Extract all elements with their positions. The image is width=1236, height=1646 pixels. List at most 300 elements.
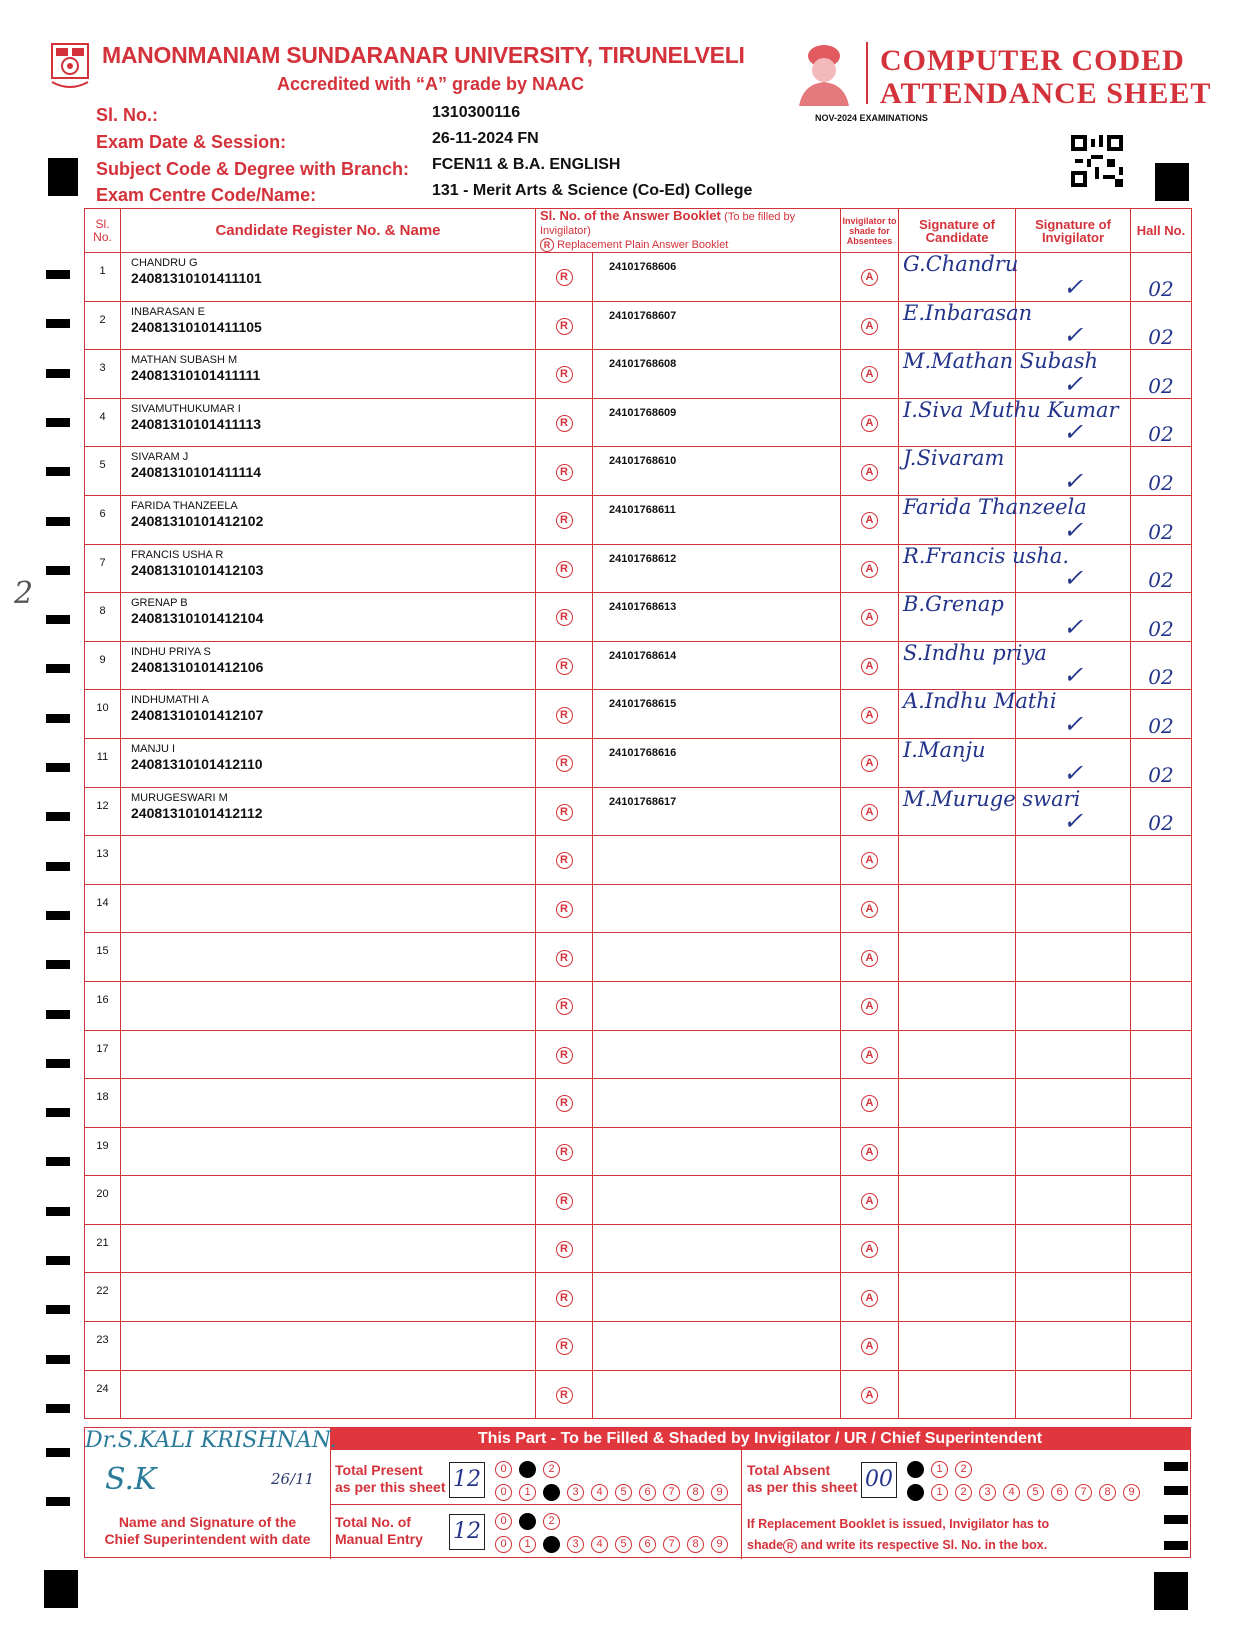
booklet-no[interactable]: 24101768606 bbox=[593, 253, 841, 302]
row-sl: 15 bbox=[85, 933, 121, 982]
row-sl: 7 bbox=[85, 544, 121, 593]
timing-tick bbox=[46, 763, 70, 772]
candidate-name: CHANDRU G bbox=[131, 257, 198, 269]
replacement-bubble[interactable]: R bbox=[556, 950, 573, 967]
digit-bubble[interactable]: 3 bbox=[567, 1536, 584, 1553]
hall-no: 02 bbox=[1131, 253, 1192, 302]
table-row bbox=[85, 690, 1192, 739]
absent-cell[interactable] bbox=[841, 1079, 899, 1128]
title-divider bbox=[866, 42, 868, 104]
candidate-signature: G.Chandru bbox=[899, 253, 1016, 302]
timing-tick bbox=[46, 1355, 70, 1364]
candidate-cell bbox=[121, 836, 536, 885]
absent-bubble[interactable]: A bbox=[861, 1338, 878, 1355]
absent-bubble[interactable]: A bbox=[861, 852, 878, 869]
candidate-signature: M.Mathan Subash bbox=[899, 350, 1016, 399]
timing-mark bbox=[48, 158, 78, 196]
booklet-no[interactable] bbox=[593, 884, 841, 933]
digit-bubble[interactable]: 3 bbox=[979, 1484, 996, 1501]
booklet-no[interactable]: 24101768616 bbox=[593, 738, 841, 787]
hall-no bbox=[1131, 933, 1192, 982]
digit-bubble[interactable]: 7 bbox=[663, 1484, 680, 1501]
digit-bubble[interactable]: 9 bbox=[711, 1536, 728, 1553]
digit-bubble[interactable]: 7 bbox=[663, 1536, 680, 1553]
absent-count-box[interactable]: 00 bbox=[861, 1462, 897, 1498]
invigilator-signature bbox=[1016, 1322, 1131, 1371]
digit-bubble[interactable]: 5 bbox=[615, 1536, 632, 1553]
digit-bubble[interactable]: 1 bbox=[519, 1461, 536, 1478]
chief-name-handwritten: Dr.S.KALI KRISHNAN. bbox=[85, 1428, 337, 1453]
timing-tick bbox=[46, 270, 70, 279]
absent-bubble[interactable]: A bbox=[861, 1290, 878, 1307]
digit-bubble[interactable]: 6 bbox=[639, 1536, 656, 1553]
replacement-cell[interactable] bbox=[536, 495, 593, 544]
row-sl: 8 bbox=[85, 593, 121, 642]
table-row bbox=[85, 836, 1192, 885]
replacement-cell[interactable] bbox=[536, 350, 593, 399]
replacement-bubble[interactable]: R bbox=[556, 464, 573, 481]
invigilator-signature: ✓ bbox=[1016, 593, 1131, 642]
absent-bubble[interactable]: A bbox=[861, 998, 878, 1015]
absent-bubble[interactable]: A bbox=[861, 755, 878, 772]
digit-bubble[interactable]: 2 bbox=[543, 1484, 560, 1501]
candidate-name: INDHUMATHI A bbox=[131, 694, 210, 707]
candidate-signature: E.Inbarasan bbox=[899, 301, 1016, 350]
replacement-bubble[interactable]: R bbox=[556, 804, 573, 821]
invigilator-signature bbox=[1016, 933, 1131, 982]
absent-cell[interactable] bbox=[841, 787, 899, 836]
candidate-cell bbox=[121, 690, 536, 739]
digit-bubble[interactable]: 8 bbox=[687, 1536, 704, 1553]
digit-bubble[interactable]: 0 bbox=[495, 1484, 512, 1501]
digit-bubble[interactable]: 0 bbox=[495, 1513, 512, 1530]
replacement-cell[interactable] bbox=[536, 738, 593, 787]
candidate-cell bbox=[121, 398, 536, 447]
replacement-bubble[interactable]: R bbox=[556, 1387, 573, 1404]
hall-no: 02 bbox=[1131, 447, 1192, 496]
absent-bubble[interactable]: A bbox=[861, 318, 878, 335]
row-sl: 10 bbox=[85, 690, 121, 739]
booklet-no[interactable]: 24101768610 bbox=[593, 447, 841, 496]
replacement-cell[interactable] bbox=[536, 447, 593, 496]
hall-no bbox=[1131, 884, 1192, 933]
replacement-bubble[interactable]: R bbox=[556, 1338, 573, 1355]
present-tens-bubbles[interactable] bbox=[495, 1459, 567, 1478]
absent-cell[interactable] bbox=[841, 350, 899, 399]
replacement-cell[interactable] bbox=[536, 1224, 593, 1273]
manual-units-bubbles[interactable] bbox=[495, 1534, 735, 1553]
row-sl: 19 bbox=[85, 1127, 121, 1176]
booklet-no[interactable] bbox=[593, 1273, 841, 1322]
candidate-signature bbox=[899, 1127, 1016, 1176]
table-row bbox=[85, 398, 1192, 447]
digit-bubble[interactable]: 1 bbox=[519, 1513, 536, 1530]
invigilator-signature: ✓ bbox=[1016, 253, 1131, 302]
timing-tick bbox=[46, 911, 70, 920]
col-candidate-label: Candidate Register No. & Name bbox=[215, 222, 441, 239]
booklet-no[interactable]: 24101768612 bbox=[593, 544, 841, 593]
booklet-no[interactable] bbox=[593, 836, 841, 885]
replacement-bubble[interactable]: R bbox=[556, 512, 573, 529]
digit-bubble[interactable]: 3 bbox=[567, 1484, 584, 1501]
timing-tick bbox=[46, 812, 70, 821]
absent-cell[interactable] bbox=[841, 447, 899, 496]
booklet-no[interactable]: 24101768611 bbox=[593, 495, 841, 544]
replacement-bubble[interactable]: R bbox=[556, 658, 573, 675]
absent-bubble[interactable]: A bbox=[861, 1047, 878, 1064]
table-row bbox=[85, 1079, 1192, 1128]
sl-no-value: 1310300116 bbox=[432, 104, 521, 121]
row-sl: 13 bbox=[85, 836, 121, 885]
attendance-table bbox=[84, 208, 1192, 1419]
digit-bubble[interactable]: 2 bbox=[543, 1461, 560, 1478]
digit-bubble[interactable]: 2 bbox=[955, 1484, 972, 1501]
replacement-bubble[interactable]: R bbox=[556, 998, 573, 1015]
candidate-signature: Farida Thanzeela bbox=[899, 495, 1016, 544]
register-no: 24081310101412103 bbox=[131, 561, 264, 578]
booklet-no[interactable] bbox=[593, 1127, 841, 1176]
absent-cell[interactable] bbox=[841, 1127, 899, 1176]
digit-bubble[interactable]: 4 bbox=[1003, 1484, 1020, 1501]
replacement-bubble[interactable]: R bbox=[556, 1241, 573, 1258]
digit-bubble[interactable]: 1 bbox=[519, 1484, 536, 1501]
booklet-no[interactable] bbox=[593, 1224, 841, 1273]
replacement-bubble[interactable]: R bbox=[556, 366, 573, 383]
hall-no: 02 bbox=[1131, 398, 1192, 447]
candidate-cell bbox=[121, 933, 536, 982]
absent-cell[interactable] bbox=[841, 738, 899, 787]
absent-bubble[interactable]: A bbox=[861, 415, 878, 432]
candidate-cell bbox=[121, 738, 536, 787]
invigilator-signature bbox=[1016, 1273, 1131, 1322]
replacement-bubble[interactable]: R bbox=[556, 1144, 573, 1161]
sheet-title-line-2: ATTENDANCE SHEET bbox=[880, 77, 1212, 110]
register-no: 24081310101412112 bbox=[131, 804, 263, 821]
absent-bubble[interactable]: A bbox=[861, 901, 878, 918]
absent-cell[interactable] bbox=[841, 253, 899, 302]
booklet-no[interactable]: 24101768609 bbox=[593, 398, 841, 447]
absent-bubble[interactable]: A bbox=[861, 1387, 878, 1404]
digit-bubble[interactable]: 1 bbox=[931, 1484, 948, 1501]
manual-label-line-1: Total No. of bbox=[335, 1514, 411, 1530]
candidate-cell bbox=[121, 495, 536, 544]
row-sl: 21 bbox=[85, 1224, 121, 1273]
absent-units-bubbles[interactable] bbox=[907, 1482, 1147, 1501]
digit-bubble[interactable]: 6 bbox=[639, 1484, 656, 1501]
digit-bubble[interactable]: 5 bbox=[1027, 1484, 1044, 1501]
digit-bubble[interactable]: 2 bbox=[543, 1513, 560, 1530]
absent-cell[interactable] bbox=[841, 836, 899, 885]
university-name: MANONMANIAM SUNDARANAR UNIVERSITY, TIRUNELVELI bbox=[102, 42, 745, 68]
booklet-no[interactable] bbox=[593, 933, 841, 982]
manual-label bbox=[335, 1514, 423, 1548]
replacement-cell[interactable] bbox=[536, 1370, 593, 1419]
candidate-cell bbox=[121, 301, 536, 350]
booklet-no[interactable]: 24101768613 bbox=[593, 593, 841, 642]
row-sl: 11 bbox=[85, 738, 121, 787]
timing-tick bbox=[46, 517, 70, 526]
register-no: 24081310101411105 bbox=[131, 318, 262, 335]
digit-bubble[interactable]: 2 bbox=[955, 1461, 972, 1478]
booklet-no[interactable]: 24101768607 bbox=[593, 301, 841, 350]
invigilator-signature: ✓ bbox=[1016, 398, 1131, 447]
invigilator-signature: ✓ bbox=[1016, 495, 1131, 544]
replacement-note-shade: shade bbox=[747, 1538, 784, 1552]
absent-cell[interactable] bbox=[841, 933, 899, 982]
replacement-bubble[interactable]: R bbox=[556, 755, 573, 772]
register-no: 24081310101412107 bbox=[131, 707, 264, 724]
table-row bbox=[85, 350, 1192, 399]
invigilator-signature: ✓ bbox=[1016, 301, 1131, 350]
replacement-cell[interactable] bbox=[536, 301, 593, 350]
replacement-cell[interactable] bbox=[536, 1322, 593, 1371]
row-sl: 22 bbox=[85, 1273, 121, 1322]
booklet-no[interactable] bbox=[593, 1030, 841, 1079]
row-sl: 1 bbox=[85, 253, 121, 302]
candidate-cell bbox=[121, 1079, 536, 1128]
replacement-note-line-2: and write its respective Sl. No. in the box. bbox=[800, 1538, 1048, 1552]
digit-bubble[interactable]: 4 bbox=[591, 1536, 608, 1553]
replacement-mark-icon: R bbox=[540, 238, 554, 252]
candidate-name: MURUGESWARI M bbox=[131, 791, 228, 804]
candidate-signature: S.Indhu priya bbox=[899, 641, 1016, 690]
invigilator-signature: ✓ bbox=[1016, 544, 1131, 593]
col-hall: Hall No. bbox=[1131, 209, 1192, 253]
sheet-title-line-1: COMPUTER CODED bbox=[880, 44, 1185, 77]
hall-no: 02 bbox=[1131, 495, 1192, 544]
absent-cell[interactable] bbox=[841, 495, 899, 544]
absent-bubble[interactable]: A bbox=[861, 1193, 878, 1210]
table-row bbox=[85, 933, 1192, 982]
absent-bubble[interactable]: A bbox=[861, 561, 878, 578]
replacement-cell[interactable] bbox=[536, 1127, 593, 1176]
manual-tens-bubbles[interactable] bbox=[495, 1511, 567, 1530]
row-sl: 20 bbox=[85, 1176, 121, 1225]
candidate-name: FARIDA THANZEELA bbox=[131, 499, 238, 512]
replacement-bubble[interactable]: R bbox=[556, 609, 573, 626]
booklet-no[interactable]: 24101768615 bbox=[593, 690, 841, 739]
timing-tick bbox=[46, 1497, 70, 1506]
absent-cell[interactable] bbox=[841, 301, 899, 350]
replacement-cell[interactable] bbox=[536, 690, 593, 739]
timing-tick bbox=[46, 1448, 70, 1457]
replacement-cell[interactable] bbox=[536, 981, 593, 1030]
digit-bubble[interactable]: 4 bbox=[591, 1484, 608, 1501]
absent-bubble[interactable]: A bbox=[861, 1241, 878, 1258]
candidate-cell bbox=[121, 544, 536, 593]
replacement-bubble[interactable]: R bbox=[556, 561, 573, 578]
replacement-cell[interactable] bbox=[536, 787, 593, 836]
booklet-no[interactable] bbox=[593, 1322, 841, 1371]
booklet-no[interactable]: 24101768614 bbox=[593, 641, 841, 690]
invigilator-signature: ✓ bbox=[1016, 738, 1131, 787]
replacement-bubble[interactable]: R bbox=[556, 852, 573, 869]
hall-no bbox=[1131, 1127, 1192, 1176]
absent-bubble[interactable]: A bbox=[861, 707, 878, 724]
digit-bubble[interactable]: 9 bbox=[711, 1484, 728, 1501]
table-row bbox=[85, 884, 1192, 933]
absent-bubble[interactable]: A bbox=[861, 366, 878, 383]
table-row bbox=[85, 738, 1192, 787]
timing-tick bbox=[46, 714, 70, 723]
invigilator-signature: ✓ bbox=[1016, 787, 1131, 836]
table-row bbox=[85, 787, 1192, 836]
sheet-title bbox=[880, 44, 1211, 110]
replacement-bubble[interactable]: R bbox=[556, 318, 573, 335]
absent-cell[interactable] bbox=[841, 884, 899, 933]
absent-bubble[interactable]: A bbox=[861, 804, 878, 821]
digit-bubble[interactable]: 0 bbox=[907, 1461, 924, 1478]
replacement-cell[interactable] bbox=[536, 253, 593, 302]
absent-cell[interactable] bbox=[841, 1176, 899, 1225]
absent-cell[interactable] bbox=[841, 981, 899, 1030]
row-sl: 6 bbox=[85, 495, 121, 544]
absent-bubble[interactable]: A bbox=[861, 950, 878, 967]
timing-tick bbox=[46, 566, 70, 575]
booklet-no[interactable] bbox=[593, 1079, 841, 1128]
row-sl: 4 bbox=[85, 398, 121, 447]
summary-band: This Part - To be Filled & Shaded by Invigilator / UR / Chief Superintendent bbox=[330, 1428, 1190, 1450]
table-row bbox=[85, 1030, 1192, 1079]
replacement-cell[interactable] bbox=[536, 641, 593, 690]
digit-bubble[interactable]: 2 bbox=[543, 1536, 560, 1553]
absent-cell[interactable] bbox=[841, 1224, 899, 1273]
chief-label-line-1: Name and Signature of the bbox=[118, 1514, 297, 1530]
absent-cell[interactable] bbox=[841, 544, 899, 593]
absent-bubble[interactable]: A bbox=[861, 658, 878, 675]
booklet-no[interactable]: 24101768608 bbox=[593, 350, 841, 399]
timing-tick bbox=[46, 960, 70, 969]
replacement-bubble[interactable]: R bbox=[556, 1095, 573, 1112]
absent-bubble[interactable]: A bbox=[861, 464, 878, 481]
row-sl: 16 bbox=[85, 981, 121, 1030]
col-absent: Invigilator to shade for Absentees bbox=[841, 209, 899, 253]
table-row bbox=[85, 253, 1192, 302]
university-emblem-icon bbox=[50, 42, 90, 94]
absent-cell[interactable] bbox=[841, 1273, 899, 1322]
digit-bubble[interactable]: 6 bbox=[1051, 1484, 1068, 1501]
hall-no bbox=[1131, 1224, 1192, 1273]
candidate-signature bbox=[899, 1370, 1016, 1419]
digit-bubble[interactable]: 0 bbox=[907, 1484, 924, 1501]
booklet-no[interactable] bbox=[593, 1370, 841, 1419]
timing-tick bbox=[46, 1404, 70, 1413]
replacement-cell[interactable] bbox=[536, 1079, 593, 1128]
manual-count-box[interactable]: 12 bbox=[449, 1514, 485, 1550]
absent-cell[interactable] bbox=[841, 1370, 899, 1419]
candidate-signature bbox=[899, 836, 1016, 885]
candidate-cell bbox=[121, 1370, 536, 1419]
candidate-name: GRENAP B bbox=[131, 597, 188, 610]
absent-label-line-1: Total Absent bbox=[747, 1462, 831, 1478]
qr-code-icon bbox=[1071, 135, 1123, 187]
hall-no bbox=[1131, 1322, 1192, 1371]
present-units-bubbles[interactable] bbox=[495, 1482, 735, 1501]
col-sig-candidate: Signature of Candidate bbox=[899, 209, 1016, 253]
row-sl: 12 bbox=[85, 787, 121, 836]
table-row bbox=[85, 1370, 1192, 1419]
digit-bubble[interactable]: 8 bbox=[1099, 1484, 1116, 1501]
digit-bubble[interactable]: 0 bbox=[495, 1461, 512, 1478]
candidate-signature bbox=[899, 884, 1016, 933]
absent-cell[interactable] bbox=[841, 690, 899, 739]
replacement-cell[interactable] bbox=[536, 1176, 593, 1225]
replacement-cell[interactable] bbox=[536, 398, 593, 447]
hall-no: 02 bbox=[1131, 641, 1192, 690]
booklet-no[interactable] bbox=[593, 1176, 841, 1225]
replacement-cell[interactable] bbox=[536, 884, 593, 933]
absent-cell[interactable] bbox=[841, 593, 899, 642]
replacement-bubble[interactable]: R bbox=[556, 269, 573, 286]
timing-tick bbox=[46, 1157, 70, 1166]
absent-cell[interactable] bbox=[841, 398, 899, 447]
table-row bbox=[85, 641, 1192, 690]
replacement-cell[interactable] bbox=[536, 836, 593, 885]
timing-tick bbox=[46, 1256, 70, 1265]
replacement-bubble[interactable]: R bbox=[556, 415, 573, 432]
present-count-box[interactable]: 12 bbox=[449, 1462, 485, 1498]
replacement-bubble[interactable]: R bbox=[556, 1047, 573, 1064]
absent-bubble[interactable]: A bbox=[861, 269, 878, 286]
digit-bubble[interactable]: 8 bbox=[687, 1484, 704, 1501]
replacement-cell[interactable] bbox=[536, 1273, 593, 1322]
absent-bubble[interactable]: A bbox=[861, 609, 878, 626]
digit-bubble[interactable]: 5 bbox=[615, 1484, 632, 1501]
hall-no: 02 bbox=[1131, 593, 1192, 642]
absent-cell[interactable] bbox=[841, 1030, 899, 1079]
timing-tick bbox=[46, 1059, 70, 1068]
row-sl: 23 bbox=[85, 1322, 121, 1371]
invigilator-signature bbox=[1016, 1176, 1131, 1225]
replacement-bubble[interactable]: R bbox=[556, 707, 573, 724]
timing-tick bbox=[46, 1305, 70, 1314]
absent-bubble[interactable]: A bbox=[861, 1095, 878, 1112]
replacement-cell[interactable] bbox=[536, 544, 593, 593]
digit-bubble[interactable]: 9 bbox=[1123, 1484, 1140, 1501]
replacement-bubble[interactable]: R bbox=[556, 1290, 573, 1307]
booklet-no[interactable]: 24101768617 bbox=[593, 787, 841, 836]
absent-tens-bubbles[interactable] bbox=[907, 1459, 979, 1478]
timing-tick bbox=[46, 369, 70, 378]
candidate-name: MATHAN SUBASH M bbox=[131, 354, 238, 367]
row-sl: 3 bbox=[85, 350, 121, 399]
replacement-cell[interactable] bbox=[536, 1030, 593, 1079]
absent-bubble[interactable]: A bbox=[861, 512, 878, 529]
replacement-bubble[interactable]: R bbox=[556, 901, 573, 918]
booklet-no[interactable] bbox=[593, 981, 841, 1030]
digit-bubble[interactable]: 0 bbox=[495, 1536, 512, 1553]
candidate-signature bbox=[899, 1030, 1016, 1079]
absent-bubble[interactable]: A bbox=[861, 1144, 878, 1161]
col-sl: Sl. No. bbox=[85, 209, 121, 253]
invigilator-signature bbox=[1016, 836, 1131, 885]
digit-bubble[interactable]: 1 bbox=[931, 1461, 948, 1478]
candidate-signature bbox=[899, 1176, 1016, 1225]
digit-bubble[interactable]: 1 bbox=[519, 1536, 536, 1553]
replacement-cell[interactable] bbox=[536, 933, 593, 982]
absent-cell[interactable] bbox=[841, 1322, 899, 1371]
absent-label bbox=[747, 1462, 858, 1496]
absent-cell[interactable] bbox=[841, 641, 899, 690]
exam-tag: NOV-2024 EXAMINATIONS bbox=[815, 113, 928, 123]
hall-no bbox=[1131, 1030, 1192, 1079]
table-row bbox=[85, 495, 1192, 544]
replacement-cell[interactable] bbox=[536, 593, 593, 642]
col-candidate bbox=[121, 209, 536, 253]
digit-bubble[interactable]: 7 bbox=[1075, 1484, 1092, 1501]
subject-value: FCEN11 & B.A. ENGLISH bbox=[432, 156, 621, 173]
replacement-bubble[interactable]: R bbox=[556, 1193, 573, 1210]
